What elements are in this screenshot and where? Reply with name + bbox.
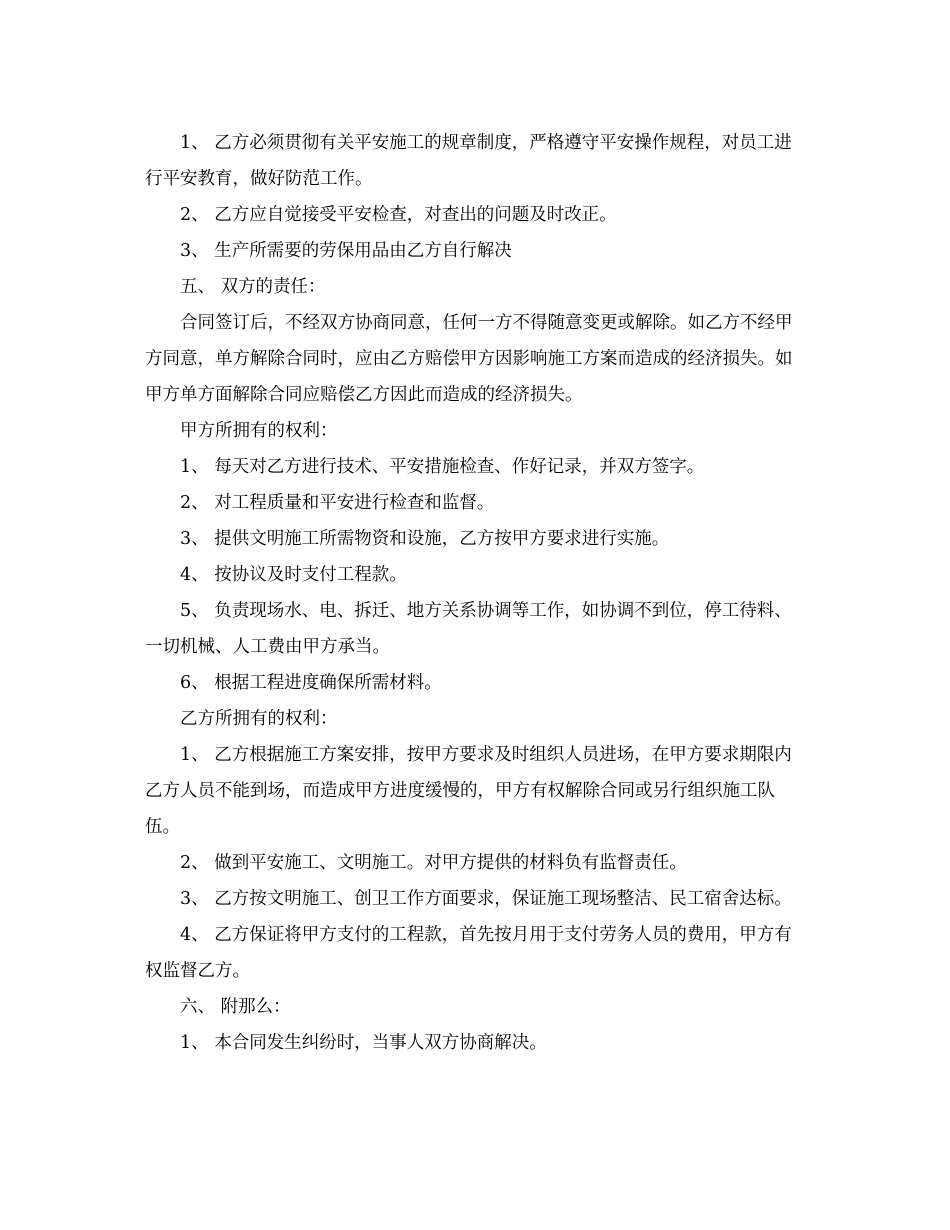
section-heading-supplementary: 六、 附那么：: [180, 997, 291, 1017]
clause-jia-right-6: 6、 根据工程进度确保所需材料。: [180, 673, 442, 693]
section-heading-yi-rights: 乙方所拥有的权利：: [180, 709, 338, 729]
clause-yi-right-2: 2、 做到平安施工、文明施工。对甲方提供的材料负有监督责任。: [180, 853, 687, 873]
clause-yi-right-1: 1、 乙方根据施工方案安排，按甲方要求及时组织人员进场，在甲方要求期限内乙方人员不能到场，而造成甲方进度缓慢的，甲方有权解除合同或另行组织施工队伍。: [145, 745, 792, 837]
clause-supplementary-1: 1、 本合同发生纠纷时，当事人双方协商解决。: [180, 1033, 547, 1053]
section-heading-responsibilities: 五、 双方的责任：: [180, 277, 326, 297]
clause-yi-protective-gear: 3、 生产所需要的劳保用品由乙方自行解决: [180, 241, 512, 261]
clause-yi-safety-inspection: 2、 乙方应自觉接受平安检查，对查出的问题及时改正。: [180, 205, 617, 225]
clause-jia-right-4: 4、 按协议及时支付工程款。: [180, 565, 407, 585]
clause-jia-right-1: 1、 每天对乙方进行技术、平安措施检查、作好记录，并双方签字。: [180, 457, 705, 477]
section-heading-jia-rights: 甲方所拥有的权利：: [180, 421, 338, 441]
clause-contract-termination: 合同签订后，不经双方协商同意，任何一方不得随意变更或解除。如乙方不经甲方同意，单方解除合同时，应由乙方赔偿甲方因影响施工方案而造成的经济损失。如甲方单方面解除合同应赔偿乙方因此而造成的经济损失。: [145, 313, 793, 405]
clause-jia-right-5: 5、 负责现场水、电、拆迁、地方关系协调等工作，如协调不到位，停工待料、一切机械、人工费由甲方承当。: [145, 601, 792, 657]
clause-yi-right-4: 4、 乙方保证将甲方支付的工程款，首先按月用于支付劳务人员的费用，甲方有权监督乙方。: [145, 925, 792, 981]
clause-jia-right-2: 2、 对工程质量和平安进行检查和监督。: [180, 493, 495, 513]
clause-yi-safety-rules: 1、 乙方必须贯彻有关平安施工的规章制度，严格遵守平安操作规程，对员工进行平安教育，做好防范工作。: [145, 133, 792, 189]
document-body: [145, 125, 805, 1061]
clause-jia-right-3: 3、 提供文明施工所需物资和设施，乙方按甲方要求进行实施。: [180, 529, 670, 549]
clause-yi-right-3: 3、 乙方按文明施工、创卫工作方面要求，保证施工现场整洁、民工宿舍达标。: [180, 889, 792, 909]
